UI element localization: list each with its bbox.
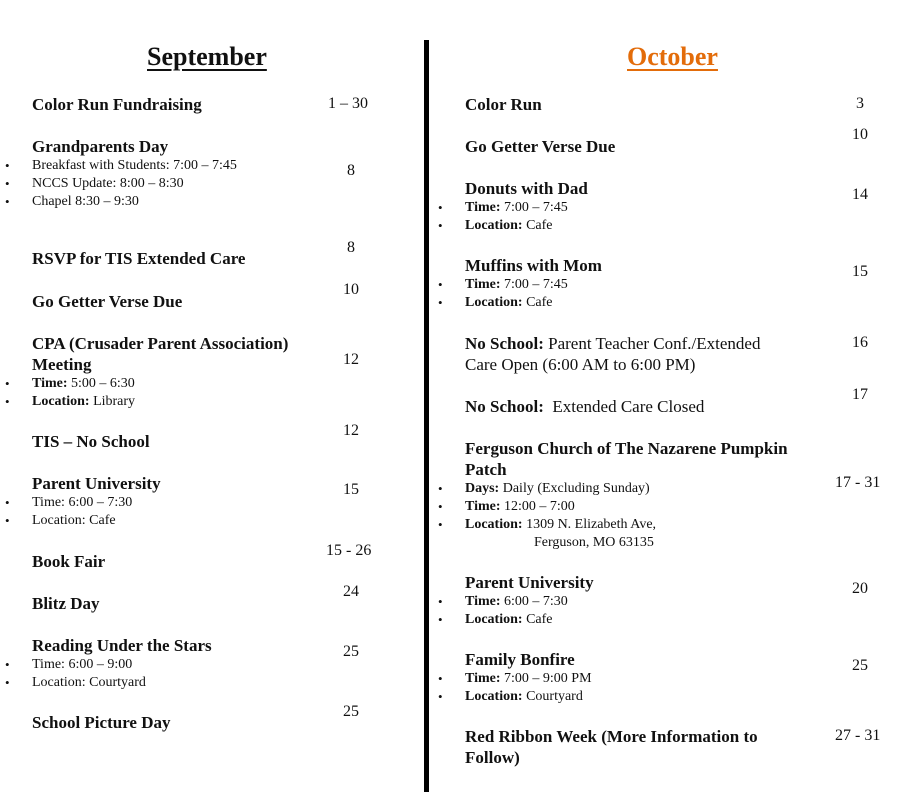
detail-item xyxy=(465,593,815,611)
detail-item xyxy=(465,480,820,498)
event-date: 25 xyxy=(343,643,359,660)
event-details xyxy=(465,593,815,629)
detail-value: Cafe xyxy=(522,295,553,310)
event-date: 16 xyxy=(852,334,868,351)
detail-value: 12:00 – 7:00 xyxy=(500,499,575,514)
september-heading: September xyxy=(147,42,267,71)
detail-value-line2: Ferguson, MO 63135 xyxy=(534,535,654,550)
event-date: 12 xyxy=(343,422,359,439)
event-date: 15 - 26 xyxy=(326,542,372,559)
event-title: Red Ribbon Week (More Information to Follow) xyxy=(465,727,758,767)
detail-label: Time: xyxy=(465,200,501,215)
detail-value: Library xyxy=(89,394,136,409)
detail-item: • Time: 6:00 – 9:00 xyxy=(32,656,237,674)
detail-label: Location: xyxy=(465,218,523,233)
october-heading: October xyxy=(627,42,718,71)
event-blitz-day xyxy=(32,593,322,614)
title-bold: No School: xyxy=(465,334,544,353)
event-details xyxy=(465,670,815,706)
event-date: 8 xyxy=(347,162,355,179)
detail-item: • Location: Cafe xyxy=(32,512,237,530)
event-book-fair xyxy=(32,551,322,572)
event-grandparents-day xyxy=(32,136,322,211)
detail-label: Time: xyxy=(465,671,501,686)
detail-item xyxy=(465,498,820,516)
event-details xyxy=(32,157,237,211)
event-parent-university xyxy=(465,572,815,629)
event-date: 15 xyxy=(343,481,359,498)
event-rsvp-tis xyxy=(32,248,322,269)
event-title: Color Run Fundraising xyxy=(32,95,202,114)
event-title: Grandparents Day xyxy=(32,137,169,156)
detail-label: Days: xyxy=(465,481,500,496)
detail-item: • Chapel 8:30 – 9:30 xyxy=(32,193,237,211)
event-cpa-meeting xyxy=(32,333,322,411)
event-title: Color Run xyxy=(465,95,542,114)
detail-label: Location: xyxy=(32,394,90,409)
detail-item: • Breakfast with Students: 7:00 – 7:45 xyxy=(32,157,237,175)
event-details xyxy=(32,375,237,411)
event-details xyxy=(32,494,237,530)
detail-value: Daily (Excluding Sunday) xyxy=(499,481,650,496)
event-tis-no-school xyxy=(32,431,322,452)
detail-item xyxy=(465,199,815,217)
event-title: TIS – No School xyxy=(32,432,150,451)
event-school-picture-day xyxy=(32,712,322,733)
event-title: Parent University xyxy=(465,573,594,592)
title-rest: Parent Teacher Conf./Extended Care Open (6:00 AM to 6:00 PM) xyxy=(465,334,761,374)
detail-value: 6:00 – 7:30 xyxy=(500,594,568,609)
event-title: Blitz Day xyxy=(32,594,100,613)
event-details xyxy=(32,656,237,692)
detail-value: 7:00 – 7:45 xyxy=(500,200,568,215)
detail-value: 1309 N. Elizabeth Ave, xyxy=(522,517,657,532)
detail-item xyxy=(465,516,820,552)
detail-item xyxy=(32,393,237,411)
detail-value: Cafe xyxy=(522,218,553,233)
event-title: Donuts with Dad xyxy=(465,179,588,198)
event-donuts-with-dad xyxy=(465,178,815,235)
event-title: School Picture Day xyxy=(32,713,171,732)
event-date: 3 xyxy=(856,95,864,112)
detail-item xyxy=(465,670,815,688)
detail-value: Courtyard xyxy=(522,689,583,704)
event-date: 25 xyxy=(343,703,359,720)
event-details xyxy=(465,276,815,312)
detail-value: 7:00 – 7:45 xyxy=(500,277,568,292)
event-reading-under-stars xyxy=(32,635,322,692)
event-pumpkin-patch xyxy=(465,438,820,552)
column-divider xyxy=(424,40,429,792)
event-title: Muffins with Mom xyxy=(465,256,602,275)
event-title: CPA (Crusader Parent Association) Meeting xyxy=(32,334,289,374)
event-title: Reading Under the Stars xyxy=(32,636,212,655)
event-red-ribbon-week xyxy=(465,726,795,768)
event-title: Parent University xyxy=(32,474,161,493)
event-date: 27 - 31 xyxy=(835,727,881,744)
event-date: 25 xyxy=(852,657,868,674)
detail-item: • Time: 6:00 – 7:30 xyxy=(32,494,237,512)
event-title: RSVP for TIS Extended Care xyxy=(32,249,246,268)
event-date: 14 xyxy=(852,186,868,203)
detail-label: Location: xyxy=(465,612,523,627)
event-go-getter-verse xyxy=(32,291,322,312)
detail-value: Cafe xyxy=(522,612,553,627)
event-details xyxy=(465,199,815,235)
event-date: 8 xyxy=(347,239,355,256)
event-date: 17 xyxy=(852,386,868,403)
detail-item xyxy=(465,688,815,706)
event-color-run xyxy=(465,94,815,115)
detail-label: Time: xyxy=(465,499,501,514)
event-no-school-conferences xyxy=(465,333,795,375)
detail-item xyxy=(32,375,237,393)
event-parent-university xyxy=(32,473,322,530)
event-title: Book Fair xyxy=(32,552,106,571)
detail-value: 7:00 – 9:00 PM xyxy=(500,671,592,686)
detail-item xyxy=(465,611,815,629)
detail-label: Location: xyxy=(465,517,523,532)
detail-label: Time: xyxy=(32,376,68,391)
event-date: 10 xyxy=(343,281,359,298)
event-color-run-fundraising xyxy=(32,94,312,115)
event-date: 15 xyxy=(852,263,868,280)
event-title: Go Getter Verse Due xyxy=(465,137,616,156)
event-muffins-with-mom xyxy=(465,255,815,312)
event-title xyxy=(465,396,815,417)
event-title: Family Bonfire xyxy=(465,650,575,669)
event-title: Ferguson Church of The Nazarene Pumpkin Patch xyxy=(465,439,788,479)
event-date: 1 – 30 xyxy=(328,95,368,112)
event-go-getter-verse xyxy=(465,136,815,157)
detail-label: Time: xyxy=(465,594,501,609)
detail-label: Location: xyxy=(465,295,523,310)
detail-item xyxy=(465,217,815,235)
detail-item xyxy=(465,294,815,312)
detail-label: Time: xyxy=(465,277,501,292)
event-family-bonfire xyxy=(465,649,815,706)
event-date: 10 xyxy=(852,126,868,143)
event-date: 17 - 31 xyxy=(835,474,881,491)
event-date: 24 xyxy=(343,583,359,600)
detail-label: Location: xyxy=(465,689,523,704)
event-date: 12 xyxy=(343,351,359,368)
detail-value: 5:00 – 6:30 xyxy=(67,376,135,391)
event-details xyxy=(465,480,820,552)
event-title xyxy=(465,333,795,375)
event-date: 20 xyxy=(852,580,868,597)
detail-item: • Location: Courtyard xyxy=(32,674,237,692)
detail-item: • NCCS Update: 8:00 – 8:30 xyxy=(32,175,237,193)
detail-item xyxy=(465,276,815,294)
event-title: Go Getter Verse Due xyxy=(32,292,183,311)
event-no-school-closed xyxy=(465,396,815,417)
title-bold: No School: xyxy=(465,397,544,416)
title-rest: Extended Care Closed xyxy=(543,397,705,416)
